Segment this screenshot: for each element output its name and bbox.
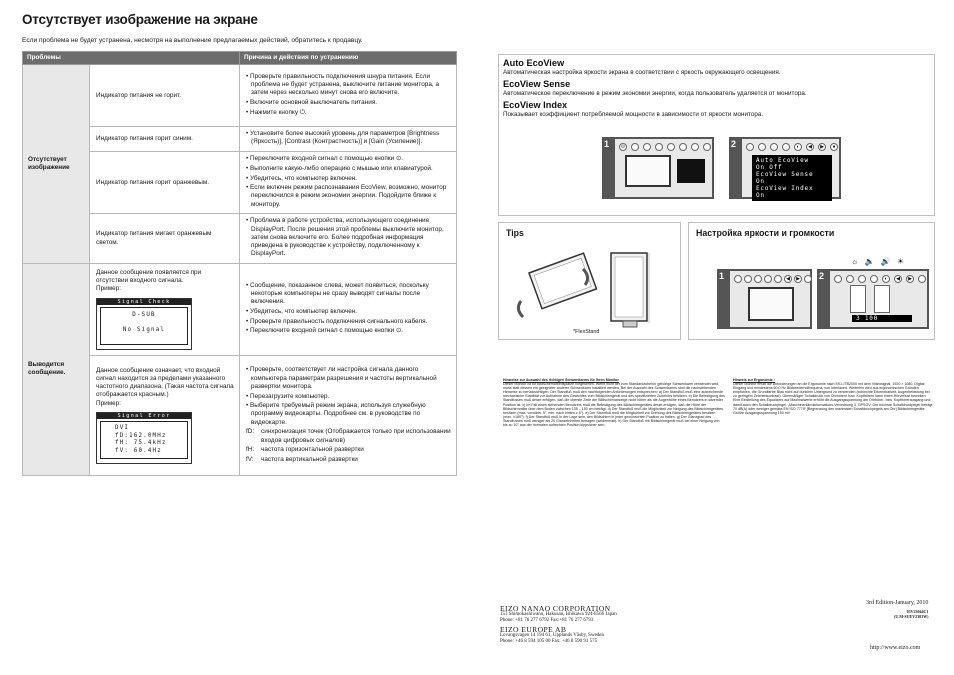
doc-code: 03V23044C1 — [906, 609, 929, 614]
action-item: • Выполните какую-либо операцию с мышью или клавиатурой. — [246, 165, 452, 173]
action-item: • Убедитесь, что компьютер включен. — [246, 175, 452, 183]
action-cell — [240, 127, 457, 152]
problem-text: Данное сообщение появляется при отсутствии входного сигнала. — [96, 269, 202, 285]
edition-info — [866, 600, 928, 619]
definition-row — [246, 428, 452, 444]
ecoview-step-1 — [602, 137, 714, 199]
definition-term: fV: — [246, 456, 254, 463]
action-item: • Установите более высокий уровень для параметров [Brightness (Яркость)], [Contrast (Контрастность)] и [Gain (Усиление)]. — [246, 130, 452, 146]
german-stand-notice — [503, 378, 725, 427]
problem-category: Отсутствует изображение — [23, 65, 90, 264]
mode-button-icon: ⊙ — [620, 144, 626, 150]
definition-term: fD: — [246, 428, 255, 436]
osd-message-example — [96, 298, 192, 350]
osd-line: fV: 60.4Hz — [115, 448, 162, 455]
action-item: • Переключите входной сигнал с помощью кнопки ⊙. — [246, 327, 452, 335]
definition-text: синхронизация точек (Отображается только при использовании входов цифровых сигналов) — [261, 428, 451, 444]
brightness-panel — [850, 285, 866, 313]
osd-message-example — [96, 412, 192, 464]
action-item: • Проверьте, соответствует ли настройка сигнала данного компьютера параметрам разрешения и частоты вертикальной развертки монитора. — [246, 366, 452, 391]
step-number: 1 — [604, 139, 610, 149]
ecoview-step-2 — [729, 137, 841, 199]
action-cell — [240, 65, 457, 127]
osd-line: On Off — [756, 164, 783, 171]
osd-line: fH: 75.4kHz — [115, 440, 167, 447]
corp-phone-japan: Phone: +81 76 277 6792 Fax:+81 76 277 6793 — [500, 618, 594, 624]
step-number: 2 — [819, 271, 825, 281]
ecoview-title-1: Auto EcoView — [503, 58, 565, 68]
german-ergonomics-text: Dieser Monitor erfüllt die Anforderungen an die Ergonomie nach EK1-ITB2000 mit dem Videosignal, 1920 × 1080, Digital Eingang und mindestens 60,0 Hz Bildwiederholfrequenz, non interlaced. Weiterhin wird aus ergonomischen Gründen empfohlen, die Grundfarbe Blau nicht auf dunklem Untergrund zu verwenden (schlechte Erkennbarkeit, Augenbelastung bei zu geringem Zeichenkontrast). Übermäßiger Schalldruck von Ohrhörern bzw. Kopfhörern kann einen Hörverlust bewirken. Eine Einstellung des Equalizers auf Maximalwerte erhöht die Ausgangsspannung am Ohrhörer- bzw. Kopfhörerausgang und damit auch den Schalldruckpegel. „Maschinenlärminformations-Verordnung 3. GPSGV: Der höchste Schalldruckpegel beträgt 70 dB(A) oder weniger gemäss EN ISO 7779“ [Begrenzung des maximalen Schalldruckpegels am Ohr] Bildschirmgeräte: Größte Ausgangsspannung 150 mV — [733, 382, 933, 415]
brightness-osd: 3 100 — [852, 315, 912, 322]
osd-line: DVI — [115, 424, 130, 431]
monitor-icon — [625, 155, 671, 187]
definition-text: частота горизонтальной развертки — [261, 446, 364, 454]
action-cell — [240, 214, 457, 264]
problem-cell — [90, 214, 240, 264]
monitor-buttons: ◀ ▶ — [734, 275, 812, 283]
troubleshooting-table — [22, 51, 457, 476]
osd-line: D-SUB — [132, 311, 156, 318]
ecoview-title-2: EcoView Sense — [503, 79, 571, 89]
problem-cell — [90, 355, 240, 475]
step-number: 2 — [731, 139, 737, 149]
tips-caption: *FlexStand — [573, 329, 600, 335]
ecoview-desc-2: Автоматическое переключение в режим экономии энергии, когда пользователь удаляется от монитора. — [503, 90, 807, 97]
monitor-buttons: ◐ ◀ ▶ ● — [746, 143, 838, 151]
osd-title: Signal Error — [97, 413, 191, 419]
ecoview-desc-3: Показывает коэффициент потребляемой мощности в зависимости от яркости монитора. — [503, 111, 764, 118]
monitor-illustration — [615, 139, 712, 197]
monitor-buttons: ◐ ◀ ▶ — [834, 275, 926, 283]
flexstand-illustration — [499, 223, 682, 341]
corp-address-europe: Lovangsvagen 14 194 61, Upplands Väsby, Sweden — [500, 633, 605, 639]
col-header-actions: Причина и действия по устранению — [240, 52, 457, 65]
brightness-step-2 — [817, 269, 929, 329]
german-ergonomics-title: Hinweis zur Ergonomie : — [733, 378, 775, 382]
monitor-buttons — [619, 143, 711, 151]
action-item: • Убедитесь, что компьютер включен. — [246, 308, 452, 316]
german-stand-text: Dieser Monitor ist für Bildschirmarbeitsplätze vorgesehen. Wenn nicht der zum Standardzubehör gehörige Schwenkarm verwendet wird, muss statt dessen ein geeigneter anderer Schwenkarm installiert werden. Bei der Auswahl des Schwenkarms sind die nachstehenden Hinweise zu berücksichtigen: Der Standfuß muß den nachfolgenden Anforderungen entsprechen: a) Der Standfuß muß eine ausreichende mechanische Stabilität zur Aufnahme des Gewichtes vom Bildschirmgerät und des spezifizierten Zubehörs besitzen. b) Die Befestigung des Standfusses muß derart erfolgen, daß die oberste Zeile der Bildschirmanzeige nicht höher als die Augenhöhe eines Benutzers in sitzender Position ist. c) Im Fall eines stehenden Benutzers muß die Befestigung des Bildschirmgerätes derart erfolgen, daß die Höhe der Bildschirmmitte über dem Boden zwischen 135 – 150 cm beträgt. d) Der Standfuß muß die Möglichkeit zur Neigung des Bildschirmgerätes besitzen (max. vorwärts: 5°, min. nach hinten ≥ 5°). e) Der Standfuß muß die Möglichkeit zur Drehung des Bildschirmgerätes besitzen (max. ±180°). f) Der Standfuß muß in der Lage sein, den Bildschirm in jeder gewünschten Position zu halten. g) Der Glanzgrad des Standfusses muß weniger als 20 Glanzeinheiten betragen (seidenmatt). h) Der Standfuß mit Bildschirmgerät muß bei einer Neigung von bis zu 10° aus der normalen aufrechten Position kippsicher sein. — [503, 382, 725, 428]
example-label: Пример: — [96, 399, 121, 407]
problem-text: Индикатор питания не горит. — [96, 91, 182, 99]
action-item: • Сообщение, показанное слева, может появиться, поскольку некоторые компьютеры не сразу выводят сигналы после включения. — [246, 282, 452, 307]
action-item: • Проблема в работе устройства, использующего соединение DisplayPort. После решения этой проблемы выключите монитор, затем снова включите его. Более подробная информация приведена в руководстве к устройству, подключенному к DisplayPort. — [246, 217, 452, 258]
problem-cell — [90, 65, 240, 127]
problem-text: Индикатор питания мигает оранжевым светом. — [96, 230, 212, 246]
definition-row — [246, 456, 452, 464]
osd-thumbnail — [677, 159, 705, 183]
page-title: Отсутствует изображение на экране — [22, 12, 258, 27]
problem-text: Индикатор питания горит оранжевым. — [96, 178, 210, 186]
brightness-volume-section — [688, 222, 935, 340]
osd-line — [101, 319, 187, 326]
monitor-illustration — [742, 139, 839, 197]
osd-line: fD:162.0MHz — [115, 432, 167, 439]
page-subtitle: Если проблема не будет устранена, несмотря на выполнение предлагаемых действий, обратитесь к продавцу. — [22, 37, 363, 44]
action-cell — [240, 152, 457, 214]
example-label: Пример: — [96, 285, 121, 293]
action-item: • Включите основной выключатель питания. — [246, 99, 452, 107]
problem-text: Данное сообщение означает, что входной сигнал находится за пределами указанного частотного диапазона. (Такая частота сигнала отображается красным.) — [96, 366, 234, 399]
osd-line: EcoView Index — [756, 185, 814, 192]
corp-address-japan: 153 Shimokashiwano, Hakusan, Ishikawa 924-8566 Japan — [500, 612, 617, 618]
manual-code: (U.M-SUEV2303W) — [894, 614, 929, 619]
website-link[interactable]: http://www.eizo.com — [870, 645, 921, 651]
problem-category: Выводится сообщение. — [23, 263, 90, 475]
ecoview-osd-menu — [752, 155, 832, 201]
action-item: • Если включен режим распознавания EcoView, возможно, монитор переключился в режим экономии энергии. Подойдите ближе к монитору. — [246, 184, 452, 209]
monitor-illustration — [730, 271, 810, 327]
corp-phone-europe: Phone: +46 8 594 105 00 Fax: +46 8 590 91 575 — [500, 639, 598, 645]
osd-line: No Signal — [122, 326, 166, 333]
ecoview-section — [498, 54, 935, 216]
german-ergonomics-notice — [733, 378, 933, 415]
brightness-step-1 — [717, 269, 812, 329]
action-item: • Перезагрузите компьютер. — [246, 393, 452, 401]
osd-body — [100, 307, 188, 345]
osd-title: Signal Check — [97, 299, 191, 305]
action-item: • Нажмите кнопку ⏻. — [246, 109, 452, 117]
brightness-volume-icons: ☼ 🔈 🔊 ☀ — [851, 257, 907, 266]
ecoview-desc-1: Автоматическая настройка яркости экрана в соответствии с яркость окружающего освещения. — [503, 69, 781, 76]
problem-cell — [90, 263, 240, 355]
osd-body — [100, 421, 188, 459]
ecoview-title-3: EcoView Index — [503, 100, 568, 110]
brightness-title: Настройка яркости и громкости — [696, 228, 835, 238]
corp-name-europe: EIZO EUROPE AB — [500, 625, 567, 635]
tips-title: Tips — [506, 228, 524, 238]
monitor-illustration — [830, 271, 927, 327]
table-row — [23, 65, 457, 127]
step-number: 1 — [719, 271, 725, 281]
problem-cell — [90, 152, 240, 214]
osd-line: On — [756, 192, 765, 199]
monitor-icon — [748, 287, 794, 321]
action-item: • Выберите требуемый режим экрана, используя служебную программу видеокарты. Подробнее см. в руководстве по видеокарте. — [246, 402, 452, 427]
action-cell — [240, 263, 457, 355]
osd-line: EcoView Sense — [756, 171, 814, 178]
definition-text: частота вертикальной развертки — [261, 456, 358, 463]
action-item: • Проверьте правильность подключения шнура питания. Если проблема не будет устранена, выключите питание монитора, а затем через несколько минут снова его включите. — [246, 73, 452, 98]
volume-panel — [874, 285, 890, 313]
edition-text: 3rd Edition-January, 2010 — [866, 600, 929, 606]
definition-term: fH: — [246, 446, 255, 454]
osd-line: Auto EcoView — [756, 157, 809, 164]
action-item: • Проверьте правильность подключения сигнального кабеля. — [246, 318, 452, 326]
corporate-addresses — [500, 606, 617, 646]
problem-cell — [90, 127, 240, 152]
problem-text: Индикатор питания горит синим. — [96, 135, 193, 143]
action-cell — [240, 355, 457, 475]
corp-name-japan: EIZO NANAO CORPORATION — [500, 604, 611, 613]
tips-section — [498, 222, 681, 340]
col-header-problems: Проблемы — [23, 52, 240, 65]
german-stand-title: Hinweise zur Auswahl des richtigen Schwenkarms für Ihren Monitor — [503, 378, 619, 382]
action-item: • Переключите входной сигнал с помощью кнопки ⊙. — [246, 155, 452, 163]
definition-row — [246, 446, 452, 454]
osd-line: On — [756, 178, 765, 185]
table-row — [23, 263, 457, 355]
